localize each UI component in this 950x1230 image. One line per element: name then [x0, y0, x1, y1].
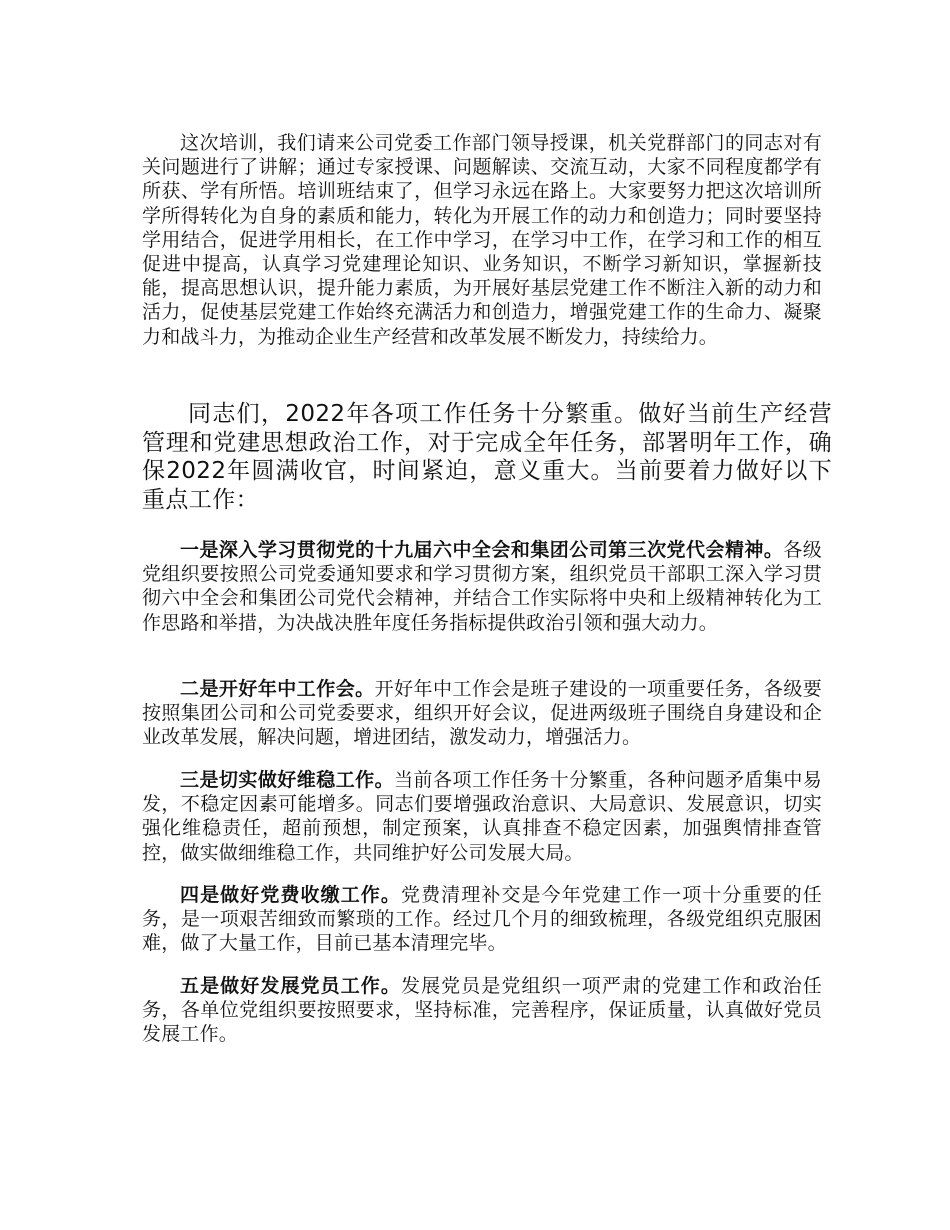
- task-four-heading: 四是做好党费收缴工作。: [180, 884, 401, 906]
- task-three-heading: 三是切实做好维稳工作。: [180, 769, 395, 791]
- task-two-heading: 二是开好年中工作会。: [180, 678, 375, 700]
- task-one-heading: 一是深入学习贯彻党的十九届六中全会和集团公司第三次党代会精神。: [180, 539, 784, 561]
- paragraph-training-summary: 这次培训，我们请来公司党委工作部门领导授课，机关党群部门的同志对有关问题进行了讲解；通过专家授课、问题解读、交流互动，大家不同程度都学有所获、学有所悟。培训班结束了，但学习永远在路上。大家要努力把这次培训所学所得转化为自身的素质和能力，转化为开展工作的动力和创造力；同时要坚持学用结合，促进学用相长，在工作中学习，在学习中工作，在学习和工作的相互促进中提高，认真学习党建理论知识、业务知识，不断学习新知识，掌握新技能，提高思想认识，提升能力素质，为开展好基层党建工作不断注入新的动力和活力，促使基层党建工作始终充满活力和创造力，增强党建工作的生命力、凝聚力和战斗力，为推动企业生产经营和改革发展不断发力，持续给力。: [142, 132, 822, 348]
- paragraph-task-three: [142, 768, 822, 865]
- task-five-heading: 五是做好发展党员工作。: [180, 975, 401, 997]
- paragraph-key-tasks-intro: 同志们，2022年各项工作任务十分繁重。做好当前生产经营管理和党建思想政治工作，对于完成全年任务，部署明年工作，确保2022年圆满收官，时间紧迫，意义重大。当前要着力做好以下重点工作：: [142, 401, 832, 513]
- paragraph-task-four: [142, 883, 822, 956]
- task-two-body: 开好年中工作会是班子建设的一项重要任务，各级要按照集团公司和公司党委要求，组织开好会议，促进两级班子围绕自身建设和企业改革发展，解决问题，增进团结，激发动力，增强活力。: [142, 678, 822, 749]
- paragraph-task-two: [142, 677, 822, 750]
- task-four-body: 党费清理补交是今年党建工作一项十分重要的任务，是一项艰苦细致而繁琐的工作。经过几个月的细致梳理，各级党组织克服困难，做了大量工作，目前已基本清理完毕。: [142, 884, 823, 955]
- task-five-body: 发展党员是党组织一项严肃的党建工作和政治任务，各单位党组织要按照要求，坚持标准，完善程序，保证质量，认真做好党员发展工作。: [142, 975, 823, 1046]
- task-one-body: 各级党组织要按照公司党委通知要求和学习贯彻方案，组织党员干部职工深入学习贯彻六中全会和集团公司党代会精神，并结合工作实际将中央和上级精神转化为工作思路和举措，为决战决胜年度任务指标提供政治引领和强大动力。: [142, 539, 823, 634]
- paragraph-task-five: [142, 974, 822, 1047]
- paragraph-task-one: [142, 538, 822, 635]
- task-three-body: 当前各项工作任务十分繁重，各种问题矛盾集中易发，不稳定因素可能增多。同志们要增强政治意识、大局意识、发展意识，切实强化维稳责任，超前预想，制定预案，认真排查不稳定因素，加强舆情排查管控，做实做细维稳工作，共同维护好公司发展大局。: [142, 769, 823, 864]
